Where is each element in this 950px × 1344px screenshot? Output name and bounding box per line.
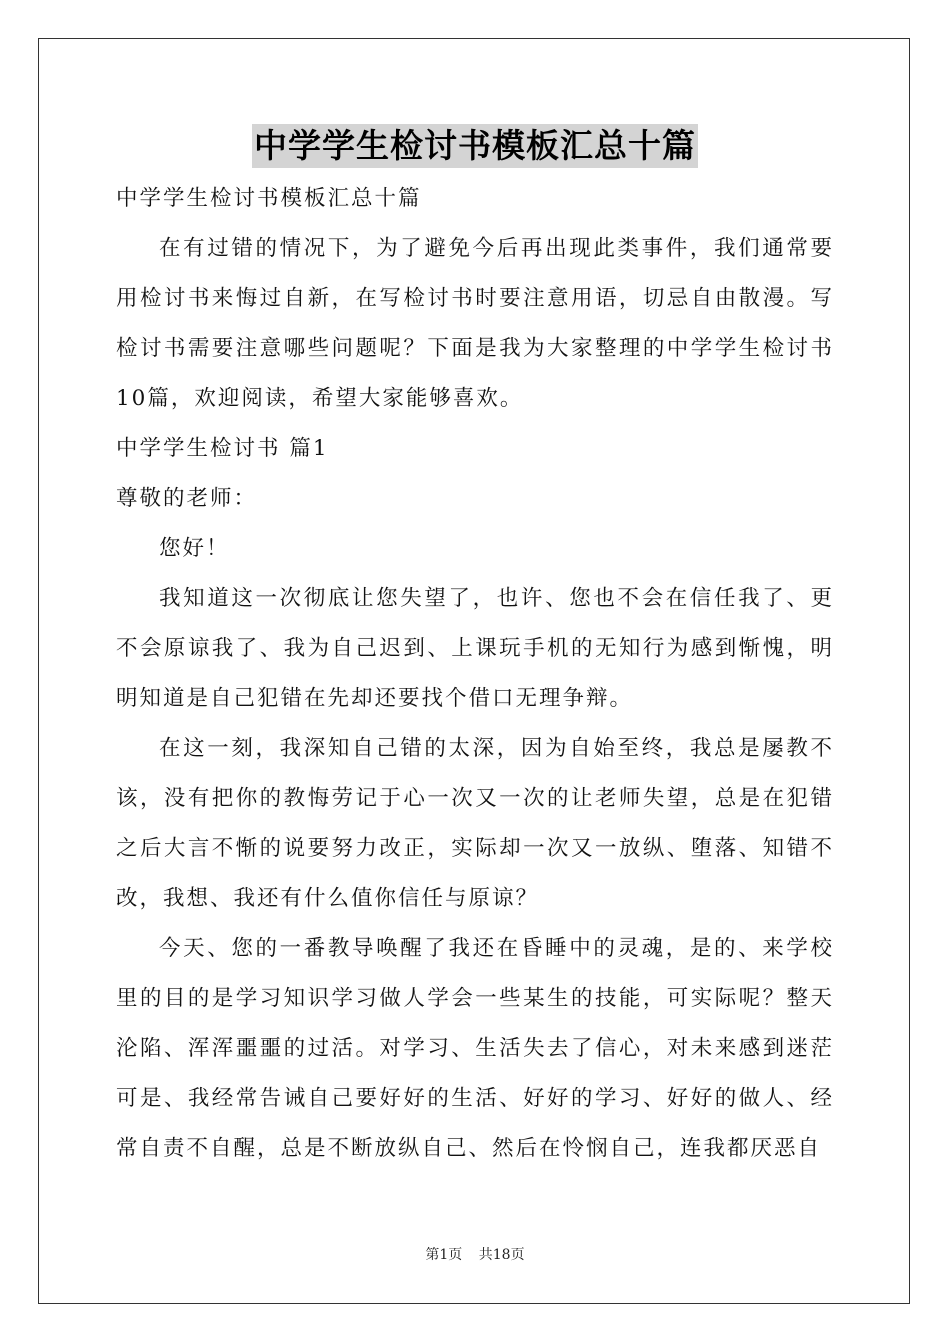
document-subtitle: 中学学生检讨书模板汇总十篇 bbox=[116, 186, 422, 211]
body-paragraph: 在这一刻，我深知自己错的太深，因为自始至终，我总是屡教不该，没有把你的教悔劳记于心一次又一次的让老师失望，总是在犯错之后大言不惭的说要努力改正，实际却一次又一放纵、堕落、知错不改，我想、我还有什么值你信任与原谅？ bbox=[116, 736, 834, 911]
salutation: 尊敬的老师： bbox=[116, 486, 258, 511]
section-heading: 中学学生检讨书 篇1 bbox=[116, 436, 329, 461]
page-number: 第1页 bbox=[425, 1247, 463, 1263]
body-paragraph: 今天、您的一番教导唤醒了我还在昏睡中的灵魂，是的、来学校里的目的是学习知识学习做人学会一些某生的技能，可实际呢？整天沦陷、浑浑噩噩的过活。对学习、生活失去了信心，对未来感到迷茫可是、我经常告诫自己要好好的生活、好好的学习、好好的做人、经常自责不自醒，总是不断放纵自己、然后在怜悯自己，连我都厌恶自 bbox=[116, 936, 834, 1161]
page-total: 共18页 bbox=[478, 1247, 525, 1263]
body-paragraph: 我知道这一次彻底让您失望了，也许、您也不会在信任我了、更不会原谅我了、我为自己迟到、上课玩手机的无知行为感到惭愧，明明知道是自己犯错在先却还要找个借口无理争辩。 bbox=[116, 586, 834, 711]
title-container bbox=[0, 124, 950, 168]
document-title: 中学学生检讨书模板汇总十篇 bbox=[252, 124, 698, 168]
greeting: 您好！ bbox=[159, 536, 230, 561]
document-body bbox=[116, 174, 834, 1174]
intro-paragraph: 在有过错的情况下，为了避免今后再出现此类事件，我们通常要用检讨书来悔过自新，在写检讨书时要注意用语，切忌自由散漫。写检讨书需要注意哪些问题呢？下面是我为大家整理的中学学生检讨书10篇，欢迎阅读，希望大家能够喜欢。 bbox=[116, 236, 834, 411]
page-footer bbox=[0, 1244, 950, 1264]
